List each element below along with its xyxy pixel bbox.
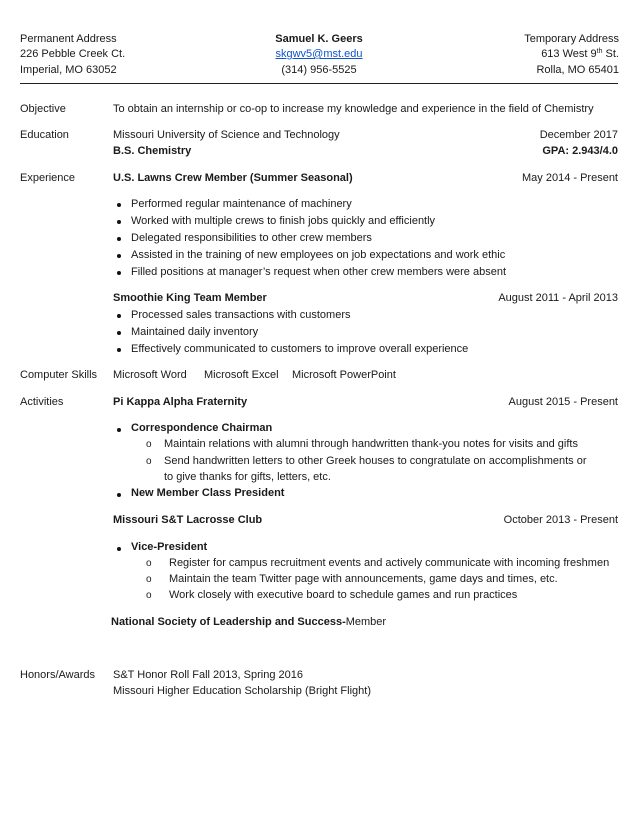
role-title: Correspondence Chairman [131,422,273,434]
sub-bullet: o [146,456,152,467]
sub-bullet: o [146,574,152,585]
job1-title: U.S. Lawns Crew Member (Summer Seasonal) [113,172,353,184]
header-divider [20,83,618,84]
sub-bullet: o [146,439,152,450]
temporary-address-label: Temporary Address [524,33,619,45]
skill-item: Microsoft Excel [204,369,279,381]
bullet [117,220,121,224]
list-item: Register for campus recruitment events and actively communicate with incoming freshmen [169,557,610,569]
education-label: Education [20,129,69,141]
list-item: Maintained daily inventory [131,326,259,338]
skill-item: Microsoft PowerPoint [292,369,396,381]
role-title: Vice-President [131,541,208,553]
gpa: GPA: 2.943/4.0 [542,145,618,157]
list-item: Assisted in the training of new employees on job expectations and work ethic [131,249,506,261]
bullet [117,203,121,207]
pike-date: August 2015 - Present [508,396,618,408]
list-item: Delegated responsibilities to other crew members [131,232,372,244]
skill-item: Microsoft Word [113,369,187,381]
list-item: Maintain relations with alumni through handwritten thank-you notes for visits and gifts [164,438,578,450]
bullet [117,254,121,258]
list-item: Worked with multiple crews to finish jobs quickly and efficiently [131,215,436,227]
lacrosse-title: Missouri S&T Lacrosse Club [113,514,263,526]
sub-bullet: o [146,590,152,601]
job1-date: May 2014 - Present [522,172,618,184]
job2-date: August 2011 - April 2013 [498,292,618,304]
activities-label: Activities [20,396,64,408]
list-item-continued: to give thanks for gifts, letters, etc. [164,471,331,483]
honor-item: S&T Honor Roll Fall 2013, Spring 2016 [113,669,303,681]
degree: B.S. Chemistry [113,145,192,157]
list-item: Work closely with executive board to schedule games and run practices [169,589,518,601]
list-item: Send handwritten letters to other Greek houses to congratulate on accomplishments or [164,455,587,467]
bullet [117,331,121,335]
email-link[interactable]: skgwv5@mst.edu [275,48,363,60]
bullet [117,493,121,497]
phone-number: (314) 956-5525 [281,64,357,76]
bullet [117,547,121,551]
bullet [117,237,121,241]
objective-text: To obtain an internship or co-op to increase my knowledge and experience in the field of Chemistry [113,103,594,115]
list-item: Filled positions at manager’s request when other crew members were absent [131,266,506,278]
permanent-address-label: Permanent Address [20,33,117,45]
objective-label: Objective [20,103,66,115]
graduation-date: December 2017 [539,129,618,141]
applicant-name: Samuel K. Geers [275,33,363,45]
list-item: Maintain the team Twitter page with announcements, game days and times, etc. [169,573,558,585]
job2-title: Smoothie King Team Member [113,292,267,304]
list-item: Effectively communicated to customers to improve overall experience [131,343,469,355]
honor-item: Missouri Higher Education Scholarship (Bright Flight) [113,685,371,697]
temporary-address-line2: Rolla, MO 65401 [536,64,619,76]
bullet [117,271,121,275]
role-title: New Member Class President [131,487,285,499]
experience-label: Experience [20,172,76,184]
permanent-address-line2: Imperial, MO 63052 [20,64,117,76]
computer-skills-label: Computer Skills [20,369,98,381]
bullet [117,348,121,352]
pike-title: Pi Kappa Alpha Fraternity [113,396,248,408]
lacrosse-date: October 2013 - Present [503,514,618,526]
sub-bullet: o [146,558,152,569]
honors-label: Honors/Awards [20,669,95,681]
nsls-entry: National Society of Leadership and Success-Member [111,616,387,628]
permanent-address-line1: 226 Pebble Creek Ct. [20,48,126,60]
temporary-address-line1: 613 West 9th St. [541,48,619,60]
list-item: Processed sales transactions with customers [131,309,351,321]
school-name: Missouri University of Science and Technology [113,129,340,141]
bullet [117,428,121,432]
list-item: Performed regular maintenance of machinery [131,198,352,210]
bullet [117,314,121,318]
